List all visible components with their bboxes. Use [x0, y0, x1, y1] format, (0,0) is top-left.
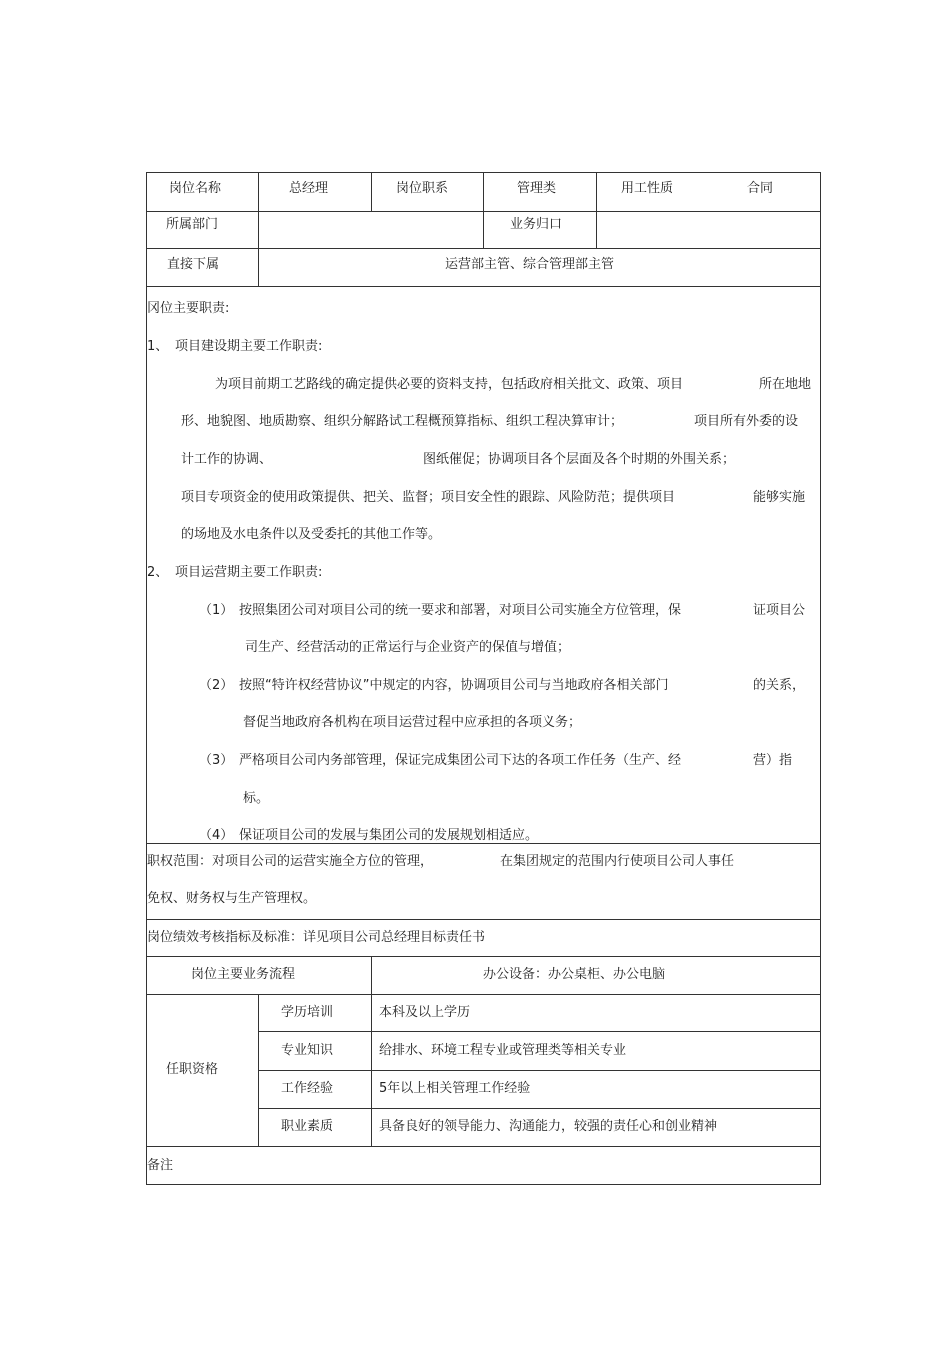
job-description-table	[146, 172, 821, 1185]
item-text: 严格项目公司内务部管理，保证完成集团公司下达的各项工作任务（生产、经	[239, 753, 682, 768]
section-2-title: 项目运营期主要工作职责:	[175, 565, 323, 580]
item-text: 按照集团公司对项目公司的统一要求和部署，对项目公司实施全方位管理，保	[239, 603, 682, 618]
section-1-title: 项目建设期主要工作职责:	[175, 339, 323, 354]
section-1-line: 形、地貌图、地质勘察、组织分解路试工程概预算指标、组织工程决算审计；	[181, 414, 624, 429]
qualification-item-label: 学历培训	[281, 1005, 334, 1020]
row-divider	[147, 248, 820, 249]
row-divider	[258, 1031, 820, 1032]
item-text-tail: 营）指	[753, 753, 793, 768]
item-number: （1）	[199, 603, 234, 618]
authority-line: 免权、财务权与生产管理权。	[147, 891, 317, 906]
qualification-item-value: 本科及以上学历	[379, 1005, 471, 1020]
business-owner-label: 业务归口	[510, 217, 563, 232]
row-divider	[147, 919, 820, 920]
process-label: 岗位主要业务流程	[191, 967, 296, 982]
employment-type-label: 用工性质	[621, 181, 674, 196]
authority-line: 职权范围：对项目公司的运营实施全方位的管理，	[147, 854, 434, 869]
office-equipment: 办公设备：办公桌柜、办公电脑	[483, 967, 666, 982]
col-divider	[371, 956, 372, 994]
item-text-tail: 证项目公	[753, 603, 806, 618]
section-1-line: 为项目前期工艺路线的确定提供必要的资料支持，包括政府相关批文、政策、项目	[215, 377, 684, 392]
row-divider	[258, 1108, 820, 1109]
row-divider	[147, 956, 820, 957]
section-1-number: 1、	[147, 339, 169, 354]
position-name-label: 岗位名称	[169, 181, 222, 196]
item-number: （4）	[199, 828, 234, 843]
subordinates-value: 运营部主管、综合管理部主管	[445, 257, 615, 272]
item-text-tail: 的关系，	[753, 678, 806, 693]
department-label: 所属部门	[166, 217, 219, 232]
col-divider	[371, 994, 372, 1146]
item-number: （2）	[199, 678, 234, 693]
performance-standard: 岗位绩效考核指标及标准：详见项目公司总经理目标责任书	[147, 930, 486, 945]
remarks-label: 备注	[147, 1158, 174, 1173]
col-divider	[483, 173, 484, 248]
item-continuation: 督促当地政府各机构在项目运营过程中应承担的各项义务；	[243, 715, 582, 730]
qualification-item-label: 职业素质	[281, 1119, 334, 1134]
row-divider	[147, 286, 820, 287]
item-text: 按照“特许权经营协议”中规定的内容，协调项目公司与当地政府各相关部门	[239, 678, 669, 693]
section-1-line: 所在地地	[759, 377, 812, 392]
qualification-item-label: 工作经验	[281, 1081, 334, 1096]
item-text: 保证项目公司的发展与集团公司的发展规划相适应。	[239, 828, 539, 843]
col-divider	[371, 173, 372, 211]
col-divider	[596, 173, 597, 248]
row-divider	[147, 994, 820, 995]
qualification-item-value: 具备良好的领导能力、沟通能力，较强的责任心和创业精神	[379, 1119, 718, 1134]
section-2-number: 2、	[147, 565, 169, 580]
col-divider	[258, 173, 259, 286]
employment-type-value: 合同	[747, 181, 774, 196]
job-series-label: 岗位职系	[396, 181, 449, 196]
row-divider	[147, 1146, 820, 1147]
authority-line: 在集团规定的范围内行使项目公司人事任	[500, 854, 735, 869]
section-1-line: 的场地及水电条件以及受委托的其他工作等。	[181, 527, 442, 542]
qualification-label: 任职资格	[166, 1062, 219, 1077]
section-1-line: 能够实施	[753, 490, 806, 505]
section-1-line: 项目专项资金的使用政策提供、把关、监督；项目安全性的跟踪、风险防范；提供项目	[181, 490, 676, 505]
item-continuation: 标。	[243, 791, 270, 806]
subordinates-label: 直接下属	[167, 257, 220, 272]
duties-heading: 冈位主要职责:	[147, 301, 230, 316]
item-number: （3）	[199, 753, 234, 768]
job-series-value: 管理类	[517, 181, 557, 196]
section-1-line: 项目所有外委的设	[694, 414, 799, 429]
col-divider	[258, 994, 259, 1146]
section-1-line: 图纸催促；协调项目各个层面及各个时期的外围关系；	[423, 452, 736, 467]
item-continuation: 司生产、经营活动的正常运行与企业资产的保值与增值；	[245, 640, 571, 655]
position-name-value: 总经理	[289, 181, 329, 196]
section-1-line: 计工作的协调、	[181, 452, 273, 467]
qualification-item-value: 给排水、环境工程专业或管理类等相关专业	[379, 1043, 627, 1058]
qualification-item-value: 5年以上相关管理工作经验	[379, 1081, 531, 1096]
qualification-item-label: 专业知识	[281, 1043, 334, 1058]
row-divider	[258, 1070, 820, 1071]
